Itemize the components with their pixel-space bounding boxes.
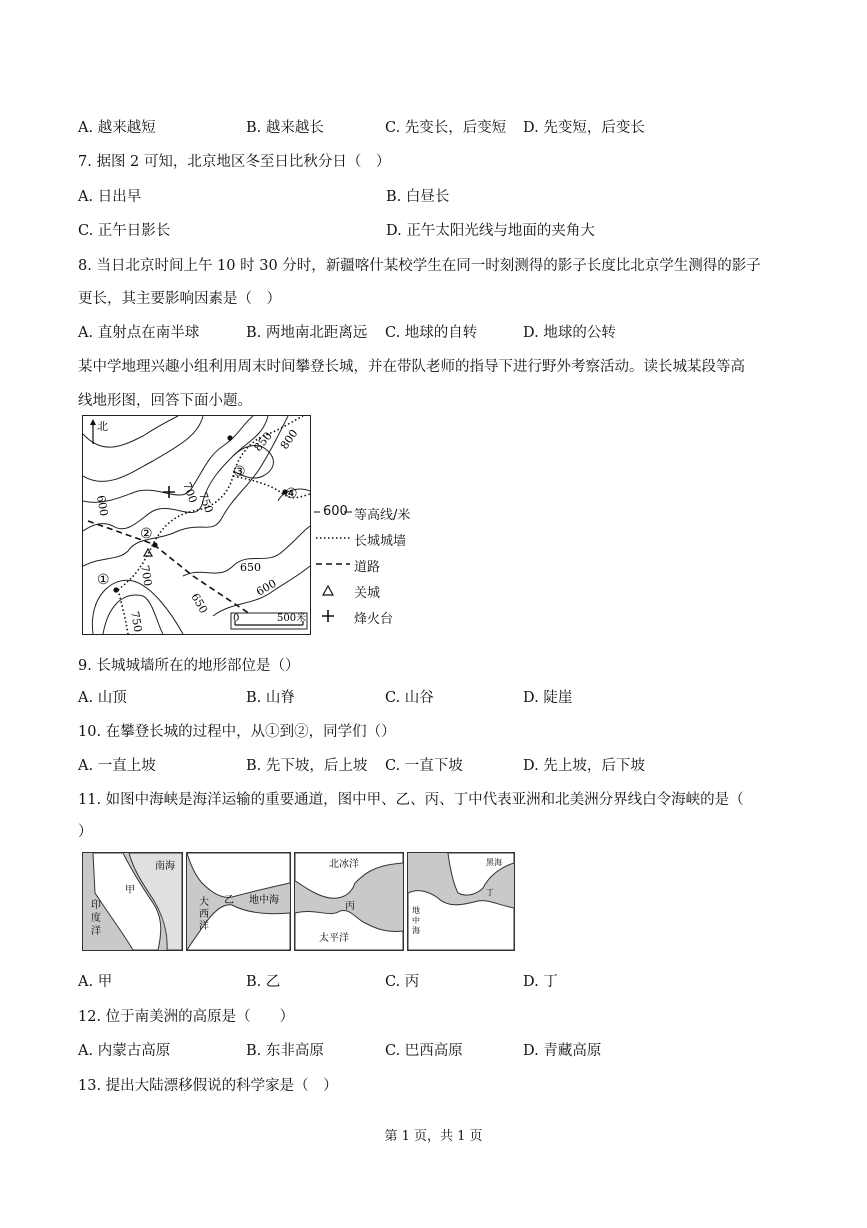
road-legend-icon <box>314 558 354 574</box>
north-arrow-head-icon <box>90 419 96 425</box>
q7-option-d: D. 正午太阳光线与地面的夹角大 <box>386 223 595 239</box>
contour-label: 800 <box>277 427 301 452</box>
q10-option-c: C. 一直下坡 <box>385 758 463 774</box>
q12-option-d: D. 青藏高原 <box>523 1043 602 1059</box>
contour-label: 650 <box>240 561 261 574</box>
strait-label: 地 <box>412 906 420 915</box>
contour-label: 700 <box>180 480 200 505</box>
point-1-label: ① <box>97 572 110 588</box>
strait-label: 太平洋 <box>319 933 349 944</box>
contour-label: 600 <box>94 494 111 518</box>
page-footer: 第 1 页，共 1 页 <box>384 1129 483 1144</box>
q7-option-a: A. 日出早 <box>78 189 142 205</box>
q7-option-c: C. 正午日影长 <box>78 223 171 239</box>
road-line <box>88 521 253 616</box>
q12-option-b: B. 东非高原 <box>246 1043 324 1059</box>
intro-line1: 某中学地理兴趣小组利用周末时间攀登长城，并在带队老师的指导下进行野外考察活动。读长城某段等高 <box>78 359 745 375</box>
strait-label: 乙 <box>224 895 234 906</box>
contour-label: 650 <box>188 591 211 616</box>
q10-option-a: A. 一直上坡 <box>78 758 156 774</box>
intro-line2: 线地形图，回答下面小题。 <box>78 393 252 409</box>
strait-label: 地中海 <box>249 895 279 906</box>
q10-stem: 10. 在攀登长城的过程中，从①到②，同学们（） <box>78 724 396 740</box>
scale-zero: 0 <box>233 613 240 624</box>
point-2-dot <box>152 542 157 547</box>
q9-option-b: B. 山脊 <box>246 690 295 706</box>
point-3-dot <box>227 435 232 440</box>
contour-map <box>82 415 311 635</box>
q11-option-c: C. 丙 <box>385 974 420 990</box>
legend-beacon-label: 烽火台 <box>354 612 394 627</box>
point-1-dot <box>113 587 118 592</box>
q9-stem: 9. 长城城墙所在的地形部位是（） <box>78 658 300 674</box>
q12-stem: 12. 位于南美洲的高原是（ ） <box>78 1009 295 1025</box>
q11-option-a: A. 甲 <box>78 974 113 990</box>
strait-label: 中 <box>412 916 420 925</box>
strait-label: 丁 <box>486 888 494 897</box>
strait-map-yi <box>186 852 291 951</box>
strait-label: 南海 <box>155 861 175 872</box>
q10-option-d: D. 先上坡，后下坡 <box>523 758 645 774</box>
strait-label: 洋 <box>199 921 209 932</box>
q8-option-d: D. 地球的公转 <box>523 325 616 341</box>
strait-label: 洋 <box>91 926 101 937</box>
strait-label: 甲 <box>125 885 135 896</box>
strait-label: 西 <box>199 909 209 920</box>
q8-option-c: C. 地球的自转 <box>385 325 478 341</box>
contour-label: 700 <box>138 564 155 588</box>
q10-option-b: B. 先下坡，后上坡 <box>246 758 368 774</box>
q11-option-b: B. 乙 <box>246 974 281 990</box>
q11-stem-line1: 11. 如图中海峡是海洋运输的重要通道，图中甲、乙、丙、丁中代表亚洲和北美洲分界线白令海峡的是（ <box>78 792 744 808</box>
q6-option-d: D. 先变短，后变长 <box>523 120 645 136</box>
strait-label: 印 <box>91 900 101 911</box>
q8-stem-line2: 更长，其主要影响因素是（ ） <box>78 291 281 307</box>
point-4-label: ④ <box>285 486 298 502</box>
scale-label: 500米 <box>277 613 307 624</box>
north-label: 北 <box>97 420 108 433</box>
q6-option-a: A. 越来越短 <box>78 120 156 136</box>
beacon-legend-icon <box>314 609 354 627</box>
wall-legend-icon <box>314 532 354 548</box>
q12-option-a: A. 内蒙古高原 <box>78 1043 171 1059</box>
q6-option-c: C. 先变长，后变短 <box>385 120 507 136</box>
contour-label: 850 <box>251 429 275 454</box>
strait-label: 大 <box>199 897 209 908</box>
contour-line <box>83 416 253 502</box>
strait-label: 北冰洋 <box>329 859 359 870</box>
contour-label: 750 <box>128 610 145 634</box>
beacon-icon <box>163 486 175 498</box>
q6-option-b: B. 越来越长 <box>246 120 324 136</box>
legend-contour-sample: 600 <box>323 504 348 519</box>
pass-legend-icon <box>314 584 354 600</box>
point-2-label: ② <box>140 526 153 542</box>
q11-stem-line2: ） <box>78 824 93 840</box>
strait-map-jia <box>82 852 183 951</box>
q8-stem-line1: 8. 当日北京时间上午 10 时 30 分时，新疆喀什某校学生在同一时刻测得的影子长度比北京学生测得的影子 <box>78 258 761 274</box>
q12-option-c: C. 巴西高原 <box>385 1043 463 1059</box>
strait-label: 丙 <box>345 901 355 912</box>
strait-map-ding <box>407 852 515 951</box>
point-3-label: ③ <box>233 464 246 480</box>
q9-option-d: D. 陡崖 <box>523 690 573 706</box>
contour-label: 750 <box>196 490 216 515</box>
strait-map-bing <box>294 852 404 951</box>
q9-option-a: A. 山顶 <box>78 690 127 706</box>
q11-option-d: D. 丁 <box>523 974 558 990</box>
q8-option-a: A. 直射点在南半球 <box>78 325 200 341</box>
q13-stem: 13. 提出大陆漂移假说的科学家是（ ） <box>78 1078 338 1094</box>
legend-pass-label: 关城 <box>354 586 381 601</box>
legend-contour-label: 等高线/米 <box>354 508 411 523</box>
q7-option-b: B. 白昼长 <box>386 189 450 205</box>
q9-option-c: C. 山谷 <box>385 690 434 706</box>
q8-option-b: B. 两地南北距离远 <box>246 325 368 341</box>
legend-wall-label: 长城城墙 <box>354 534 407 549</box>
strait-label: 度 <box>91 913 101 924</box>
strait-label: 黑海 <box>486 858 502 867</box>
strait-label: 海 <box>412 926 420 935</box>
q7-stem: 7. 据图 2 可知，北京地区冬至日比秋分日（ ） <box>78 154 391 170</box>
contour-label: 600 <box>254 576 279 599</box>
legend-road-label: 道路 <box>354 560 381 575</box>
